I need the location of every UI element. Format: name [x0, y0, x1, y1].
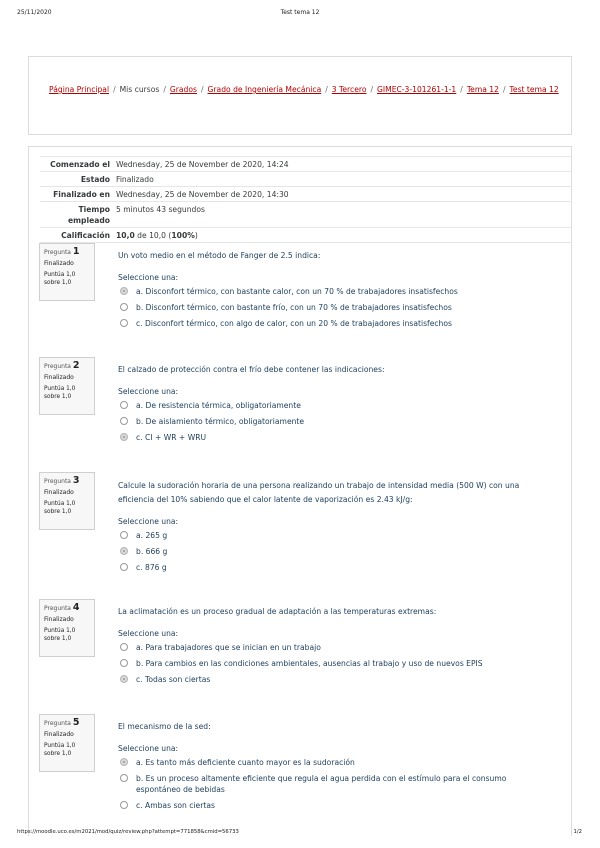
answer-list	[118, 286, 548, 329]
print-date: 25/11/2020	[17, 9, 52, 16]
question-state: Finalizado	[44, 616, 74, 623]
question-content-1	[118, 249, 548, 334]
started-label: Comenzado el	[50, 160, 110, 169]
breadcrumb-card	[28, 56, 572, 135]
question-prompt: Seleccione una:	[118, 387, 179, 396]
radio-button[interactable]	[120, 758, 128, 766]
summary-row-grade	[40, 227, 572, 243]
radio-button[interactable]	[120, 417, 128, 425]
breadcrumb-home[interactable]: Página Principal	[49, 85, 110, 94]
print-title: Test tema 12	[280, 9, 320, 16]
question-number-value: 5	[72, 717, 80, 728]
breadcrumb-separator: /	[460, 85, 463, 94]
print-header	[0, 9, 600, 19]
question-text: El mecanismo de la sed:	[118, 722, 211, 731]
started-value: Wednesday, 25 de November de 2020, 14:24	[116, 160, 289, 169]
question-number-value: 1	[72, 246, 80, 257]
grade-close: )	[194, 231, 198, 240]
question-content-2	[118, 363, 548, 448]
question-state: Finalizado	[44, 731, 74, 738]
state-value: Finalizado	[116, 175, 154, 184]
question-grade: Puntúa 1,0 sobre 1,0	[44, 743, 76, 757]
summary-row-started	[40, 156, 572, 171]
radio-button[interactable]	[120, 433, 128, 441]
answer-option[interactable]	[118, 400, 548, 411]
answer-option[interactable]	[118, 432, 548, 443]
question-grade: Puntúa 1,0 sobre 1,0	[44, 386, 76, 400]
radio-button[interactable]	[120, 401, 128, 409]
question-number-value: 3	[72, 475, 80, 486]
attempt-summary-table	[40, 156, 572, 243]
answer-list	[118, 642, 548, 685]
question-content-5	[118, 720, 548, 816]
finished-value: Wednesday, 25 de November de 2020, 14:30	[116, 190, 289, 199]
question-number	[44, 476, 90, 487]
answer-list	[118, 757, 548, 811]
question-state: Finalizado	[44, 260, 74, 267]
breadcrumb-separator: /	[502, 85, 506, 94]
answer-option[interactable]	[118, 674, 548, 685]
radio-button[interactable]	[120, 303, 128, 311]
answer-text: b. Disconfort térmico, con bastante frío, con un 70 % de trabajadores insatisfechos	[136, 303, 452, 312]
answer-option[interactable]	[118, 773, 548, 795]
grade-of: de 10,0 (	[137, 231, 172, 240]
question-grade: Puntúa 1,0 sobre 1,0	[44, 501, 76, 515]
grade-label: Calificación	[61, 231, 110, 240]
question-content-4	[118, 605, 548, 690]
radio-button[interactable]	[120, 547, 128, 555]
radio-button[interactable]	[120, 801, 128, 809]
question-number	[44, 603, 90, 614]
grade-value	[116, 230, 572, 241]
breadcrumb-my-courses: Mis cursos	[119, 85, 160, 94]
answer-option[interactable]	[118, 286, 548, 297]
state-label: Estado	[80, 175, 110, 184]
breadcrumb-quiz[interactable]: Test tema 12	[509, 85, 559, 94]
question-grade: Puntúa 1,0 sobre 1,0	[44, 628, 76, 642]
breadcrumb-separator: /	[325, 85, 328, 94]
answer-text: a. Es tanto más deficiente cuanto mayor es la sudoración	[136, 758, 355, 767]
time-label: Tiempo empleado	[67, 205, 110, 225]
answer-option[interactable]	[118, 658, 548, 669]
question-info-5	[39, 714, 95, 772]
answer-option[interactable]	[118, 642, 548, 653]
question-text: Un voto medio en el método de Fanger de 2.5 indica:	[118, 251, 321, 260]
question-number	[44, 361, 90, 372]
print-footer	[0, 829, 600, 839]
answer-option[interactable]	[118, 757, 548, 768]
answer-text: c. CI + WR + WRU	[136, 433, 207, 442]
question-number	[44, 718, 90, 729]
breadcrumb-separator: /	[370, 85, 374, 94]
grade-score: 10,0	[116, 231, 135, 240]
answer-option[interactable]	[118, 562, 548, 573]
question-number-value: 2	[72, 360, 80, 371]
radio-button[interactable]	[120, 774, 128, 782]
answer-option[interactable]	[118, 546, 548, 557]
answer-list	[118, 400, 548, 443]
breadcrumb-course[interactable]: GIMEC-3-101261-1-1	[377, 85, 457, 94]
answer-option[interactable]	[118, 416, 548, 427]
print-page-number: 1/2	[573, 829, 582, 835]
print-url: https://moodle.uco.es/m2021/mod/quiz/review.php?attempt=771858&cmid=56733	[17, 829, 239, 835]
question-content-3	[118, 479, 548, 578]
breadcrumb-separator: /	[200, 85, 204, 94]
finished-label: Finalizado en	[53, 190, 110, 199]
question-info-4	[39, 599, 95, 657]
question-label: Pregunta	[44, 720, 71, 727]
summary-row-time	[40, 201, 572, 227]
answer-text: a. De resistencia térmica, obligatoriamente	[136, 401, 301, 410]
breadcrumb-topic[interactable]: Tema 12	[466, 85, 499, 94]
breadcrumb-year[interactable]: 3 Tercero	[331, 85, 367, 94]
answer-text: b. Para cambios en las condiciones ambientales, ausencias al trabajo y uso de nuevos EPIS	[136, 659, 483, 668]
question-number-value: 4	[72, 602, 80, 613]
question-text: La aclimatación es un proceso gradual de adaptación a las temperaturas extremas:	[118, 607, 437, 616]
grade-percent: 100%	[171, 231, 195, 240]
answer-text: a. Para trabajadores que se inician en un trabajo	[136, 643, 321, 652]
question-prompt: Seleccione una:	[118, 744, 179, 753]
question-state: Finalizado	[44, 489, 74, 496]
breadcrumb-separator: /	[163, 85, 166, 94]
radio-button[interactable]	[120, 319, 128, 327]
answer-text: a. Disconfort térmico, con bastante calor, con un 70 % de trabajadores insatisfechos	[136, 287, 458, 296]
question-text: Calcule la sudoración horaria de una persona realizando un trabajo de intensidad media (500 W) con una eficiencia del 10% sabiendo que el calor latente de vaporización es 2.43 kJ/g:	[118, 481, 520, 504]
answer-option[interactable]	[118, 318, 548, 329]
answer-text: c. Disconfort térmico, con algo de calor, con un 20 % de trabajadores insatisfechos	[136, 319, 452, 328]
answer-text: c. Ambas son ciertas	[136, 801, 215, 810]
answer-list	[118, 530, 548, 573]
question-prompt: Seleccione una:	[118, 629, 179, 638]
radio-button[interactable]	[120, 531, 128, 539]
answer-option[interactable]	[118, 800, 548, 811]
summary-row-state	[40, 171, 572, 186]
answer-option[interactable]	[118, 530, 548, 541]
question-label: Pregunta	[44, 249, 71, 256]
question-label: Pregunta	[44, 363, 71, 370]
answer-text: c. 876 g	[136, 563, 167, 572]
answer-text: a. 265 g	[136, 531, 168, 540]
breadcrumb-degree[interactable]: Grado de Ingeniería Mecánica	[207, 85, 322, 94]
radio-button[interactable]	[120, 563, 128, 571]
radio-button[interactable]	[120, 643, 128, 651]
question-label: Pregunta	[44, 605, 71, 612]
radio-button[interactable]	[120, 675, 128, 683]
question-state: Finalizado	[44, 374, 74, 381]
time-value: 5 minutos 43 segundos	[116, 205, 205, 214]
question-info-2	[39, 357, 95, 415]
answer-text: b. Es un proceso altamente eficiente que regula el agua perdida con el estímulo para el consumo espontáneo de bebidas	[136, 774, 507, 794]
breadcrumb	[49, 85, 559, 94]
question-number	[44, 247, 90, 258]
radio-button[interactable]	[120, 659, 128, 667]
answer-text: b. De aislamiento térmico, obligatoriamente	[136, 417, 305, 426]
breadcrumb-separator: /	[113, 85, 116, 94]
breadcrumb-grados[interactable]: Grados	[169, 85, 197, 94]
summary-row-finished	[40, 186, 572, 201]
answer-option[interactable]	[118, 302, 548, 313]
answer-text: c. Todas son ciertas	[136, 675, 211, 684]
question-info-3	[39, 472, 95, 530]
question-label: Pregunta	[44, 478, 71, 485]
answer-text: b. 666 g	[136, 547, 168, 556]
question-prompt: Seleccione una:	[118, 517, 179, 526]
question-grade: Puntúa 1,0 sobre 1,0	[44, 272, 76, 286]
question-prompt: Seleccione una:	[118, 273, 179, 282]
question-text: El calzado de protección contra el frío debe contener las indicaciones:	[118, 365, 385, 374]
radio-button[interactable]	[120, 287, 128, 295]
question-info-1	[39, 243, 95, 301]
